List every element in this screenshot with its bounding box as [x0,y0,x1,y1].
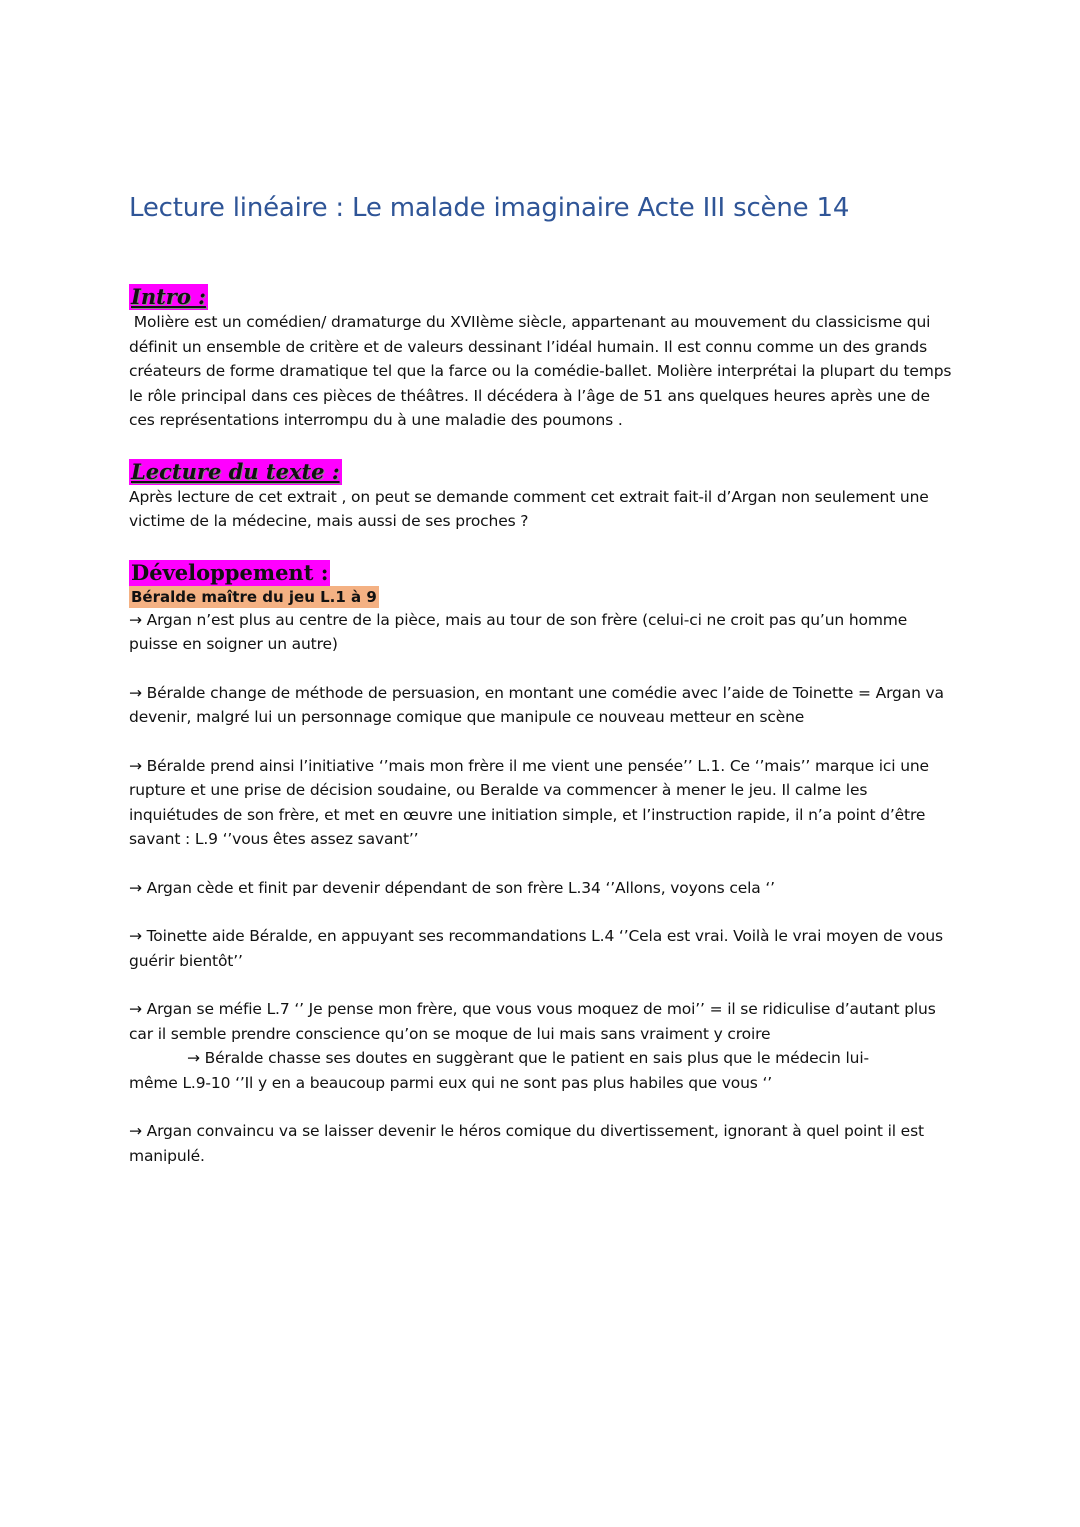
point-1: → Argan n’est plus au centre de la pièce, mais au tour de son frère (celui-ci ne croit pas qu’un homme puisse en soigner un autre) [129,610,908,653]
arrow-icon: → [129,683,142,702]
lecture-section [129,459,959,534]
point-4: → Argan cède et finit par devenir dépendant de son frère L.34 ‘’Allons, voyons cela ‘’ [129,878,775,897]
developpement-section [129,560,959,1169]
point-7: → Argan convaincu va se laisser devenir le héros comique du divertissement, ignorant à quel point il est manipulé. [129,1122,924,1165]
document-title: Lecture linéaire : Le malade imaginaire Acte III scène 14 [129,193,850,223]
intro-text: Molière est un comédien/ dramaturge du XVIIème siècle, appartenant au mouvement du classicisme qui définit un ensemble de critère et de valeurs dessinant l’idéal humain. Il est connu comme un des grands créateurs de forme dramatique tel que la farce ou la comédie-ballet. Molière interprétai la plupart du temps le rôle principal dans ces pièces de théâtres. Il décédera à l’âge de 51 ans quelques heures après une de ces représentations interrompu du à une maladie des poumons . [129,313,957,429]
developpement-heading: Développement : [131,559,329,585]
arrow-icon: → [129,756,142,775]
arrow-icon: → [129,1000,142,1018]
intro-heading: Intro : [131,284,206,309]
arrow-icon: → [187,1049,200,1067]
intro-section [129,284,959,433]
developpement-subheading: Béralde maître du jeu L.1 à 9 [131,587,377,606]
arrow-icon: → [129,610,142,629]
arrow-icon: → [129,1122,142,1140]
point-2: → Béralde change de méthode de persuasion, en montant une comédie avec l’aide de Toinette = Argan va devenir, malgré lui un personnage comique que manipule ce nouveau metteur en scène [129,683,944,726]
point-6: → Argan se méfie L.7 ‘’ Je pense mon frère, que vous vous moquez de moi’’ = il se ridiculise d’autant plus car il semble prendre conscience qu’on se moque de lui mais sans vraiment y croire [129,1000,936,1043]
arrow-icon: → [129,927,142,945]
point-3: → Béralde prend ainsi l’initiative ‘’mais mon frère il me vient une pensée’’ L.1. Ce ‘’mais’’ marque ici une rupture et une prise de décision soudaine, ou Beralde va commencer à mener le jeu. Il calme les inquiétudes de son frère, et met en œuvre une initiation simple, et l’instruction rapide, il n’a point d’être savant : L.9 ‘’vous êtes assez savant’’ [129,756,929,848]
point-5: → Toinette aide Béralde, en appuyant ses recommandations L.4 ‘’Cela est vrai. Voilà le vrai moyen de vous guérir bientôt’’ [129,927,943,970]
lecture-heading: Lecture du texte : [131,458,340,484]
lecture-text: Après lecture de cet extrait , on peut se demande comment cet extrait fait-il d’Argan non seulement une victime de la médecine, mais aussi de ses proches ? [129,487,929,530]
arrow-icon: → [129,878,142,897]
subpoint: → Béralde chasse ses doutes en suggèrant que le patient en sais plus que le médecin lui- même L.9-10 ‘’Il y en a beaucoup parmi eux qui ne sont pas plus habiles que vous ‘’ [129,1049,869,1092]
document-page [129,190,959,1168]
